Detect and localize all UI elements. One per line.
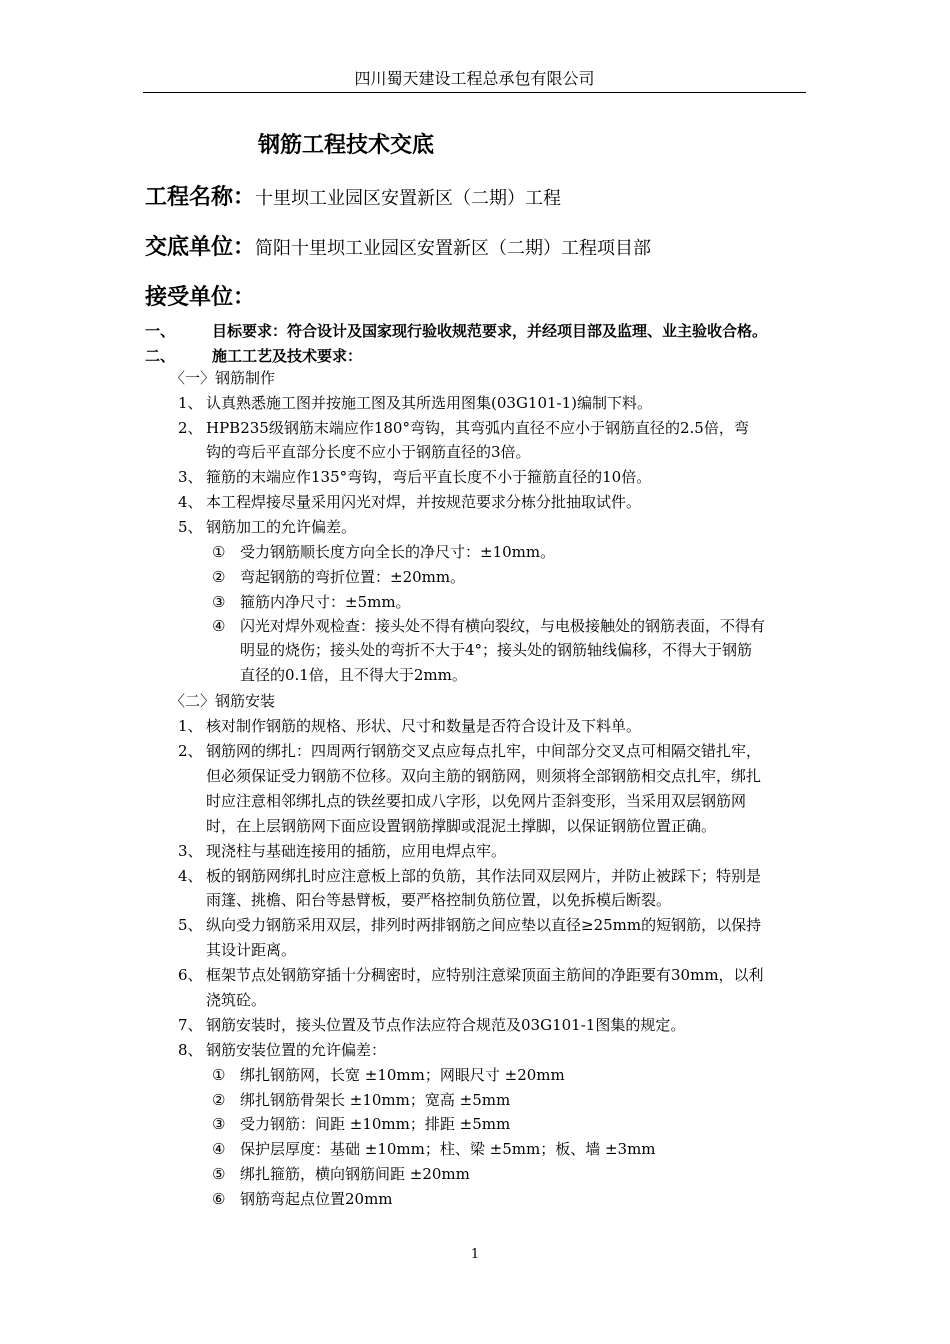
part1-heading: 〈一〉钢筋制作 <box>170 369 276 387</box>
section-1 <box>145 320 767 341</box>
list-item-continuation: 时应注意相邻绑扎点的铁丝要扣成八字形，以免网片歪斜变形，当采用双层钢筋网 <box>206 792 747 810</box>
tolerance-item: ⑥ 钢筋弯起点位置20mm <box>212 1190 393 1208</box>
list-item: 5、 纵向受力钢筋采用双层，排列时两排钢筋之间应垫以直径≥25mm的短钢筋，以保持 <box>178 916 762 934</box>
tolerance-item: ③ 受力钢筋：间距 ±10mm；排距 ±5mm <box>212 1115 511 1133</box>
tolerance-item: ② 绑扎钢筋骨架长 ±10mm；宽高 ±5mm <box>212 1091 511 1109</box>
project-name-value: 十里坝工业园区安置新区（二期）工程 <box>255 188 562 209</box>
project-name-row <box>145 180 561 211</box>
section-number: 一、 <box>145 322 176 340</box>
section-text: 目标要求：符合设计及国家现行验收规范要求，并经项目部及监理、业主验收合格。 <box>212 322 768 340</box>
receiver-label: 接受单位： <box>145 285 256 310</box>
issuer-row <box>145 230 651 261</box>
tolerance-item: ③ 箍筋内净尺寸：±5mm。 <box>212 593 411 611</box>
list-item-continuation: 时，在上层钢筋网下面应设置钢筋撑脚或混泥土撑脚，以保证钢筋位置正确。 <box>206 817 717 835</box>
list-item-continuation: 钩的弯后平直部分长度不应小于钢筋直径的3倍。 <box>206 443 531 461</box>
list-item-continuation: 浇筑砼。 <box>206 991 267 1009</box>
tolerance-item: ④ 闪光对焊外观检查：接头处不得有横向裂纹，与电极接触处的钢筋表面，不得有 <box>212 617 766 635</box>
tolerance-item: ④ 保护层厚度：基础 ±10mm；柱、梁 ±5mm；板、墙 ±3mm <box>212 1140 656 1158</box>
project-name-label: 工程名称： <box>145 185 256 210</box>
list-item: 3、 现浇柱与基础连接用的插筋，应用电焊点牢。 <box>178 842 507 860</box>
tolerance-item: ② 弯起钢筋的弯折位置：±20mm。 <box>212 568 466 586</box>
tolerance-item: ⑤ 绑扎箍筋，横向钢筋间距 ±20mm <box>212 1165 470 1183</box>
document-title: 钢筋工程技术交底 <box>258 133 435 158</box>
list-item-continuation: 其设计距离。 <box>206 941 297 959</box>
section-number: 二、 <box>145 347 176 365</box>
company-header: 四川蜀天建设工程总承包有限公司 <box>143 68 806 93</box>
list-item: 2、 HPB235级钢筋末端应作180°弯钩，其弯弧内直径不应小于钢筋直径的2.5倍，弯 <box>178 419 749 437</box>
list-item-continuation: 但必须保证受力钢筋不位移。双向主筋的钢筋网，则须将全部钢筋相交点扎牢，绑扎 <box>206 767 762 785</box>
section-text: 施工工艺及技术要求： <box>212 347 363 365</box>
issuer-label: 交底单位： <box>145 235 256 260</box>
part2-heading: 〈二〉钢筋安装 <box>170 692 276 710</box>
list-item: 4、 板的钢筋网绑扎时应注意板上部的负筋，其作法同双层网片，并防止被踩下；特别是 <box>178 867 762 885</box>
tolerance-item: ① 绑扎钢筋网，长宽 ±10mm；网眼尺寸 ±20mm <box>212 1066 565 1084</box>
tolerance-continuation: 直径的0.1倍，且不得大于2mm。 <box>240 666 467 684</box>
list-item: 4、 本工程焊接尽量采用闪光对焊，并按规范要求分栋分批抽取试件。 <box>178 493 642 511</box>
section-2 <box>145 345 362 366</box>
issuer-value: 简阳十里坝工业园区安置新区（二期）工程项目部 <box>255 238 652 259</box>
list-item: 1、 认真熟悉施工图并按施工图及其所选用图集(03G101-1)编制下料。 <box>178 394 653 412</box>
list-item: 3、 箍筋的末端应作135°弯钩，弯后平直长度不小于箍筋直径的10倍。 <box>178 468 652 486</box>
page-number: 1 <box>470 1247 480 1262</box>
list-item: 8、 钢筋安装位置的允许偏差： <box>178 1041 387 1059</box>
list-item-continuation: 雨篷、挑檐、阳台等悬臂板，要严格控制负筋位置，以免拆模后断裂。 <box>206 891 672 909</box>
list-item: 5、 钢筋加工的允许偏差。 <box>178 518 357 536</box>
list-item: 7、 钢筋安装时，接头位置及节点作法应符合规范及03G101-1图集的规定。 <box>178 1016 686 1034</box>
tolerance-continuation: 明显的烧伤；接头处的弯折不大于4°；接头处的钢筋轴线偏移，不得大于钢筋 <box>240 641 753 659</box>
tolerance-item: ① 受力钢筋顺长度方向全长的净尺寸：±10mm。 <box>212 543 556 561</box>
list-item: 2、 钢筋网的绑扎：四周两行钢筋交叉点应每点扎牢，中间部分交叉点可相隔交错扎牢， <box>178 742 762 760</box>
list-item: 1、 核对制作钢筋的规格、形状、尺寸和数量是否符合设计及下料单。 <box>178 717 642 735</box>
receiver-row <box>145 280 255 311</box>
list-item: 6、 框架节点处钢筋穿插十分稠密时，应特别注意梁顶面主筋间的净距要有30mm，以利 <box>178 966 764 984</box>
